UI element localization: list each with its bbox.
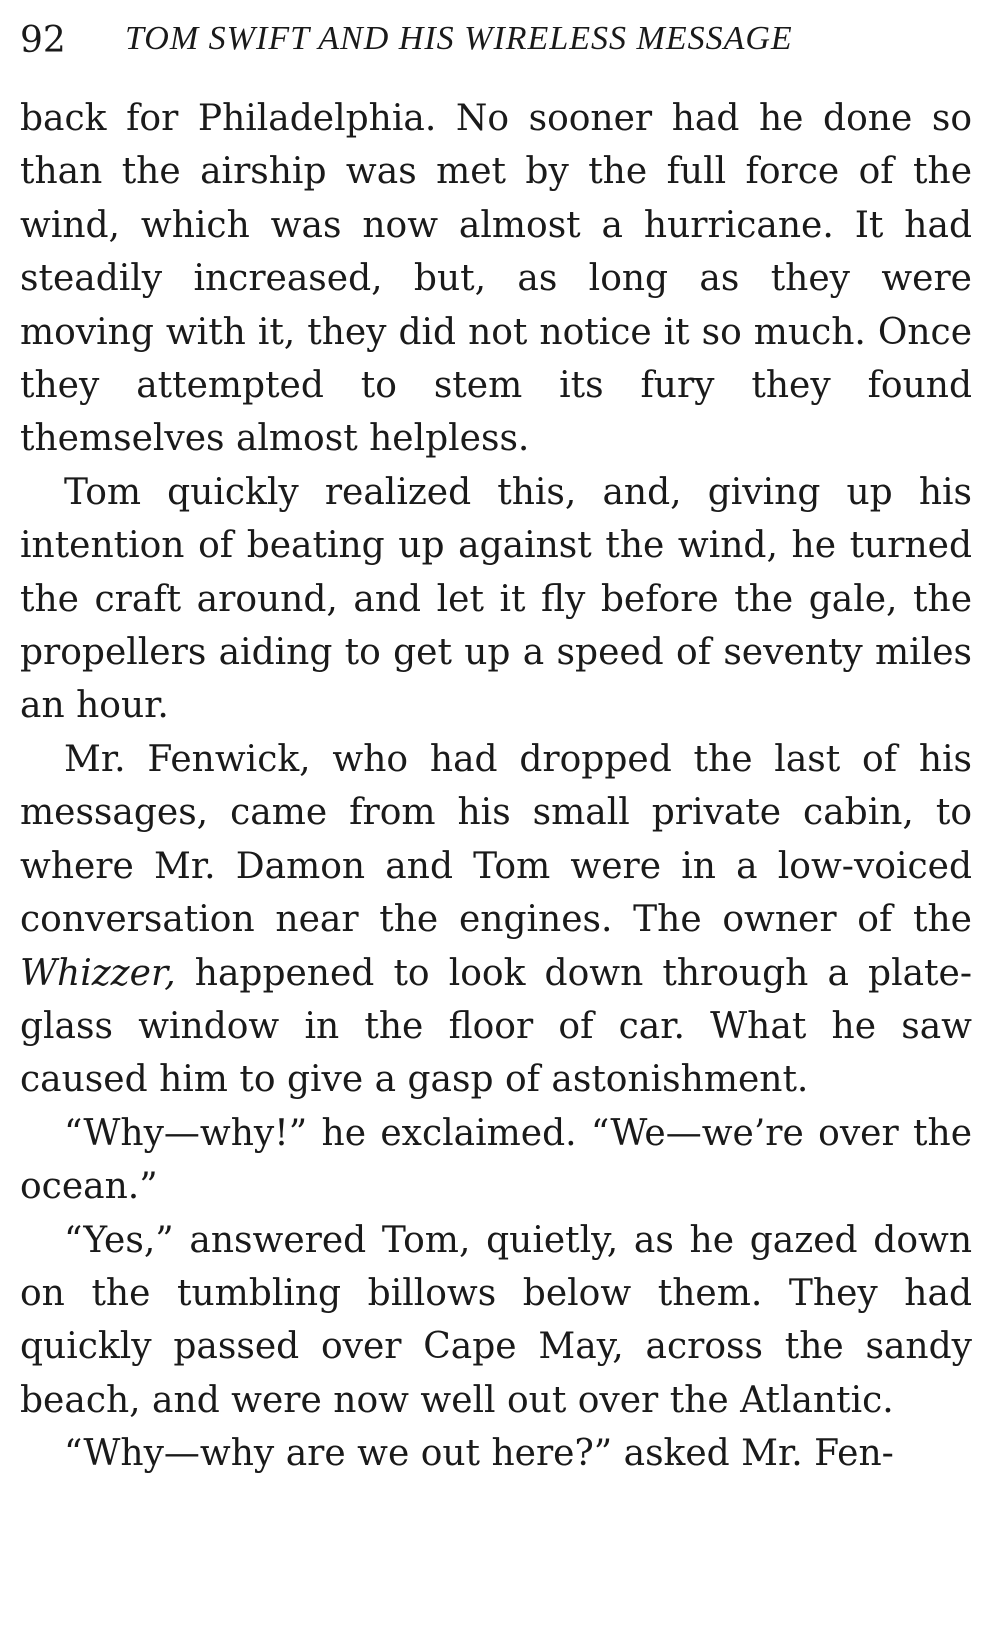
paragraph-5: “Yes,” answered Tom, quietly, as he gazed down on the tumbling billows below them. They had quickly passed over Cape May, across the sandy beach, and were now well out over the Atlantic. bbox=[20, 1219, 972, 1421]
paragraph-6: “Why—why are we out here?” asked Mr. Fen- bbox=[64, 1433, 894, 1475]
paragraph-3 bbox=[20, 733, 972, 1107]
running-title: TOM SWIFT AND HIS WIRELESS MESSAGE bbox=[125, 20, 793, 57]
paragraph-3-text-before: Mr. Fenwick, who had dropped the last of his messages, came from his small private cabin, to where Mr. Damon and Tom were in a low-voiced conversation near the engines. The owner of the bbox=[20, 738, 972, 941]
paragraph-2: Tom quickly realized this, and, giving up his intention of beating up against the wind, he turned the craft around, and let it fly before the gale, the propellers aiding to get up a speed of seventy miles an hour. bbox=[20, 471, 972, 727]
ship-name: Whizzer, bbox=[20, 952, 176, 994]
paragraph-3-text-after: happened to look down through a plate-glass window in the floor of car. What he saw caused him to give a gasp of astonishment. bbox=[20, 952, 972, 1101]
page-number: 92 bbox=[20, 20, 66, 61]
paragraph-1: back for Philadelphia. No sooner had he done so than the airship was met by the full force of the wind, which was now almost a hurricane. It had steadily increased, but, as long as they were moving with it, they did not notice it so much. Once they attempted to stem its fury they found themselves almost helpless. bbox=[20, 98, 972, 460]
paragraph-4: “Why—why!” he exclaimed. “We—we’re over the ocean.” bbox=[20, 1112, 972, 1208]
page-header bbox=[20, 14, 980, 74]
body-text bbox=[20, 92, 972, 1481]
